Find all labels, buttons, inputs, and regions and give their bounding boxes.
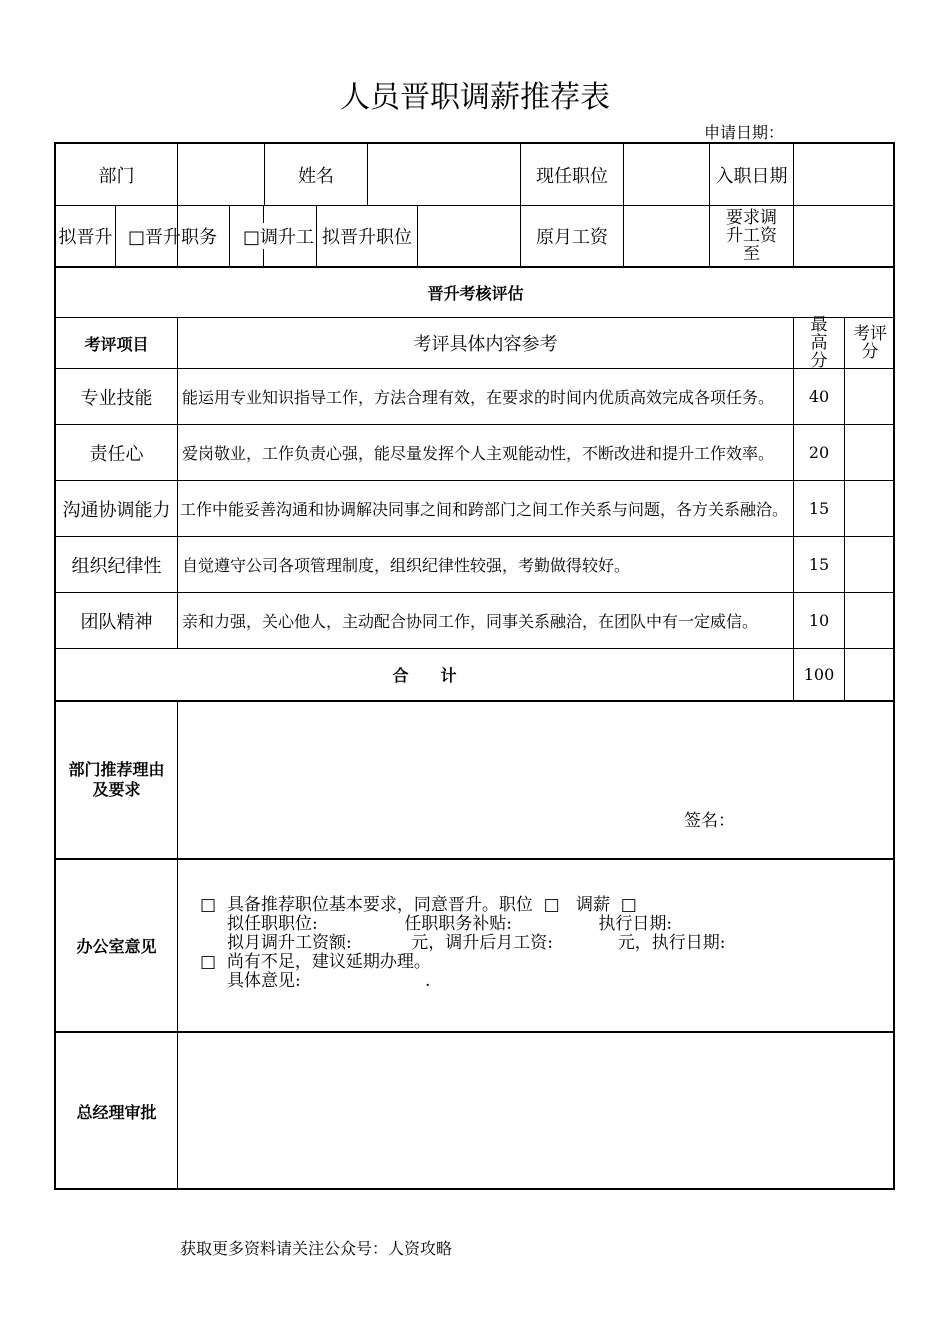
eval-item: 专业技能 xyxy=(80,387,153,409)
eval-max-score: 40 xyxy=(808,387,830,406)
office-opinion-label: 办公室意见 xyxy=(76,937,157,956)
gm-approval-label: 总经理审批 xyxy=(76,1103,157,1122)
eval-score-input[interactable] xyxy=(845,593,895,648)
requested-salary-label: 要求调升工资至 xyxy=(726,208,777,264)
hire-date-label: 入职日期 xyxy=(715,165,788,187)
eval-content: 亲和力强，关心他人，主动配合协同工作，同事关系融洽，在团队中有一定威信。 xyxy=(182,612,759,631)
eval-max-score: 15 xyxy=(808,499,830,518)
name-input[interactable] xyxy=(368,144,520,205)
hire-date-input[interactable] xyxy=(794,144,894,205)
eval-content: 能运用专业知识指导工作，方法合理有效，在要求的时间内优质高效完成各项任务。 xyxy=(182,388,775,407)
original-salary-input[interactable] xyxy=(624,206,709,266)
eval-max-score: 20 xyxy=(808,443,830,462)
total-max-score: 100 xyxy=(803,665,835,684)
name-label: 姓名 xyxy=(298,165,334,187)
eval-content: 自觉遵守公司各项管理制度，组织纪律性较强，考勤做得较好。 xyxy=(182,556,631,575)
plan-label: 拟晋升 xyxy=(58,227,113,248)
total-score-input[interactable] xyxy=(845,649,895,700)
max-score-header: 最高分 xyxy=(810,315,828,371)
dept-recommend-label: 部门推荐理由及要求 xyxy=(68,760,165,799)
eval-item: 组织纪律性 xyxy=(71,555,162,577)
dept-input[interactable] xyxy=(178,144,264,205)
eval-score-input[interactable] xyxy=(845,537,895,592)
eval-score-input[interactable] xyxy=(845,425,895,480)
eval-content-header: 考评具体内容参考 xyxy=(413,334,558,355)
footer-note: 获取更多资料请关注公众号：人资攻略 xyxy=(180,1239,453,1258)
dept-label: 部门 xyxy=(98,165,135,187)
target-position-label: 拟晋升职位 xyxy=(322,227,412,248)
promote-option-checkbox[interactable]: □晋升职务 xyxy=(128,227,218,248)
requested-salary-input[interactable] xyxy=(794,206,894,266)
target-position-input[interactable] xyxy=(418,206,520,266)
section-title: 晋升考核评估 xyxy=(427,283,524,303)
current-position-label: 现任职位 xyxy=(536,165,608,187)
eval-item: 责任心 xyxy=(89,443,144,465)
form-table xyxy=(54,142,895,1190)
apply-date-label: 申请日期： xyxy=(704,123,785,142)
eval-content: 工作中能妥善沟通和协调解决同事之间和跨部门之间工作关系与问题，各方关系融洽。 xyxy=(180,500,789,519)
current-position-input[interactable] xyxy=(624,144,709,205)
dept-recommend-input[interactable] xyxy=(178,702,895,858)
eval-max-score: 15 xyxy=(808,555,830,574)
eval-score-input[interactable] xyxy=(845,481,895,536)
page-title: 人员晋职调薪推荐表 xyxy=(340,80,610,115)
eval-item: 沟通协调能力 xyxy=(62,499,171,521)
gm-approval-input[interactable] xyxy=(178,1033,895,1190)
total-label: 合 计 xyxy=(392,666,457,685)
signature-label: 签名： xyxy=(684,811,735,831)
eval-content: 爱岗敬业，工作负责心强，能尽量发挥个人主观能动性，不断改进和提升工作效率。 xyxy=(182,444,775,463)
score-header: 考评分 xyxy=(853,324,887,362)
office-opinion-text[interactable]: □ 具备推荐职位基本要求，同意晋升。职位 □ 调薪 □ 拟任职职位: 任职职务补贴: 执行日期: 拟月调升工资额: 元，调升后月工资: 元，执行日期: □ 尚有不足，建议延期办理。 具体意见: . xyxy=(200,895,726,991)
eval-max-score: 10 xyxy=(808,611,830,630)
eval-item: 团队精神 xyxy=(80,611,153,633)
raise-option-checkbox[interactable]: □调升工 xyxy=(317,206,417,266)
original-salary-label: 原月工资 xyxy=(536,227,608,248)
eval-item-header: 考评项目 xyxy=(84,334,149,354)
eval-score-input[interactable] xyxy=(845,369,895,424)
